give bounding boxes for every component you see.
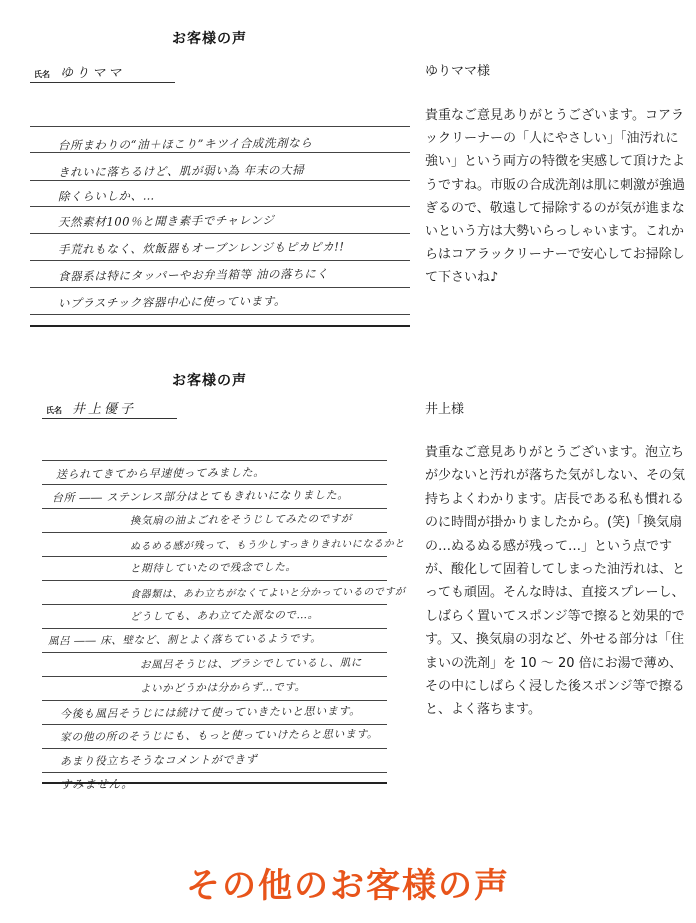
testimonial-1-name-label: 氏名 — [34, 70, 50, 79]
testimonial-1-line: きれいに落ちるけど、肌が弱い為 年末の大掃 — [57, 162, 305, 180]
testimonial-2-name-label: 氏名 — [46, 406, 62, 415]
reply-1-text: 貴重なご意見ありがとうございます。コアラックリーナーの「人にやさしい」「油汚れに強い」という両方の特徴を実感して頂けたようですね。市販の合成洗剤は肌に刺激が強過ぎるので、敬遠して掃除するのが気が進まないという方は大勢いらっしゃいます。これからはコアラックリーナーで安心してお掃除して下さいね♪ — [425, 108, 686, 286]
testimonial-2-line: 送られてきてから早速使ってみました。 — [55, 465, 265, 482]
testimonial-1-title: お客様の声 — [172, 31, 247, 47]
testimonial-2-customer-name: 井上優子 — [72, 402, 137, 417]
testimonial-2-line: 家の他の所のそうじにも、もっと使っていけたらと思います。 — [59, 727, 379, 744]
other-testimonials-heading: その他のお客様の声 — [186, 866, 510, 906]
testimonial-2-line: 今後も風呂そうじには続けて使っていきたいと思います。 — [59, 704, 361, 721]
testimonial-1-customer-name: ゆりママ — [60, 66, 125, 81]
testimonial-2-line: よいかどうかは分からず…です。 — [139, 681, 306, 695]
testimonial-1-line: 台所まわりの“油＋ほこり”キツイ合成洗剤なら — [57, 135, 313, 153]
testimonial-2-line: 風呂 ―― 床、壁など、割とよく落ちているようです。 — [47, 632, 322, 648]
testimonial-2-line: と期待していたので残念でした。 — [129, 561, 297, 575]
testimonial-1-line: 除くらいしか、… — [57, 188, 155, 204]
testimonial-1-line: 天然素材100％と聞き素手でチャレンジ — [57, 212, 275, 230]
testimonial-2-line: ぬるめる感が残って、もう少しすっきりきれいになるかと — [129, 538, 405, 553]
reply-1-recipient: ゆりママ様 — [425, 64, 491, 79]
testimonial-2-title: お客様の声 — [172, 373, 247, 389]
testimonial-2-line: 食器類は、あわ立ちがなくてよいと分かっているのですが — [129, 586, 406, 601]
testimonial-1-line: いプラスチック容器中心に使っています。 — [57, 293, 287, 311]
testimonial-2-line: お風呂そうじは、ブラシでしているし、肌に — [139, 656, 363, 672]
testimonial-2-line: あまり役立ちそうなコメントができず — [59, 752, 258, 769]
reply-2-text: 貴重なご意見ありがとうございます。泡立ちが少ないと汚れが落ちた気がしない、その気持ちよくわかります。店長である私も慣れるのに時間が掛かりましたから。(笑)「換気扇の…ぬるぬる感が残って…」という点ですが、酸化して固着してしまった油汚れは、とっても頑固。そんな時は、直接スプレーし、しばらく置いてスポンジ等で擦ると効果的です。又、換気扇の羽など、外せる部分は「住まいの洗剤」を 10 ～ 20 倍にお湯で薄め、その中にしばらく浸した後スポンジ等で擦ると、よく落ちます。 — [425, 445, 686, 718]
testimonial-2-line: どうしても、あわ立てた派なので…。 — [129, 609, 319, 623]
testimonial-2-line: 台所 ―― ステンレス部分はとてもきれいになりました。 — [51, 488, 349, 505]
testimonial-2-handwritten-card — [42, 0, 406, 800]
testimonial-1-line: 食器系は特にタッパーやお弁当箱等 油の落ちにく — [57, 266, 329, 284]
testimonial-1-line: 手荒れもなく、炊飯器もオーブンレンジもピカピカ!! — [57, 239, 345, 257]
testimonial-2-line: すみません。 — [59, 776, 134, 792]
testimonial-2-line: 換気扇の油よごれをそうじしてみたのですが — [129, 512, 353, 528]
reply-2-recipient: 井上様 — [425, 402, 465, 417]
